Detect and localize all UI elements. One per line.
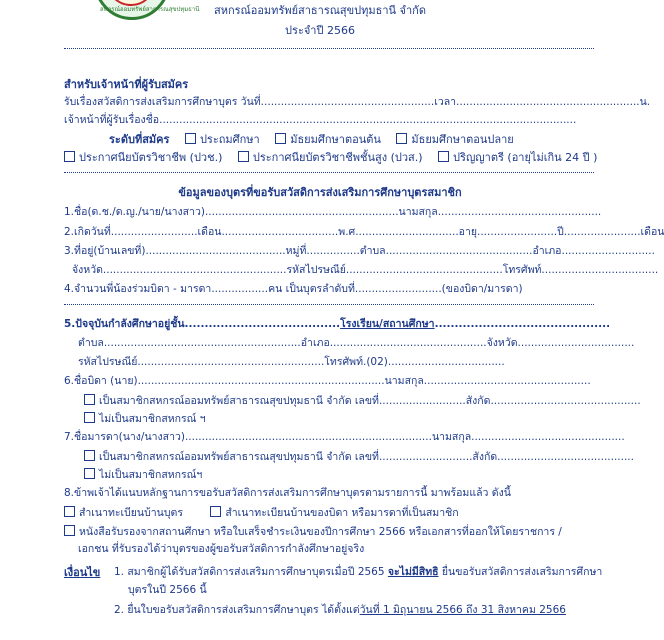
- checkbox[interactable]: [84, 412, 95, 423]
- child-name-field[interactable]: 1.ชื่อ(ด.ช./ด.ญ./นาย/นางสาว)..........................................................นามสกุล.................................................: [64, 206, 602, 218]
- level-option: ประกาศนียบัตรวิชาชีพ (ปวช.): [79, 151, 223, 164]
- documents-row: [64, 506, 459, 520]
- father-member-option[interactable]: [84, 394, 641, 408]
- logo-lettering: สหกรณ์ออมทรัพย์สาธารณสุขปทุมธานี: [100, 6, 200, 13]
- level-label: ระดับที่สมัคร: [109, 133, 170, 146]
- checkbox[interactable]: [210, 506, 221, 517]
- condition-2-dates: วันที่ 1 มิถุนายน 2566 ถึง 31 สิงหาคม 2566: [359, 604, 566, 616]
- school-name-dots: ............................................: [434, 318, 611, 330]
- level-checkbox[interactable]: [238, 151, 249, 162]
- section-divider: [64, 172, 594, 173]
- level-checkbox[interactable]: [64, 151, 75, 162]
- father-nonmember-label: ไม่เป็นสมาชิกสหกรณ์ ฯ: [99, 413, 206, 425]
- section-divider: [64, 304, 594, 305]
- level-option: มัธยมศึกษาตอนต้น: [290, 133, 381, 146]
- school-contact-field[interactable]: รหัสไปรษณีย์........................................................โทรศัพท์.(02)...................................: [78, 356, 505, 368]
- school-address-field[interactable]: ตำบล...........................................................อำเภอ...............................................จังหวัด...................................: [78, 337, 635, 349]
- siblings-field[interactable]: 4.จำนวนพี่น้องร่วมบิดา - มารดา.................คน เป็นบุตรลำดับที่..........................(ของบิดา/มารดา): [64, 283, 523, 295]
- father-name-field[interactable]: 6.ชื่อบิดา (นาย)..........................................................................นามสกุล..................................................: [64, 375, 591, 387]
- condition-1: [114, 566, 602, 579]
- level-option: มัธยมศึกษาตอนปลาย: [411, 133, 514, 146]
- doc-parent-house-reg: สำเนาทะเบียนบ้านของบิดา หรือมารดาที่เป็นสมาชิก: [225, 507, 459, 519]
- level-option: ปริญญาตรี (อายุไม่เกิน 24 ปี ): [453, 151, 598, 164]
- father-nonmember-option[interactable]: [84, 412, 206, 426]
- documents-heading: 8.ข้าพเจ้าได้แนบหลักฐานการขอรับสวัสดิการส่งเสริมการศึกษาบุตรตามรายการนี้ มาพร้อมแล้ว ดังนี้: [64, 487, 511, 499]
- condition-2-text: 2. ยื่นใบขอรับสวัสดิการส่งเสริมการศึกษาบุตร ได้ตั้งแต่: [114, 604, 360, 616]
- checkbox[interactable]: [84, 450, 95, 461]
- level-option: ประกาศนียบัตรวิชาชีพชั้นสูง (ปวส.): [252, 151, 423, 164]
- conditions-label: เงื่อนไข: [64, 566, 101, 579]
- condition-1-emphasis: จะไม่มีสิทธิ: [387, 566, 439, 578]
- level-option: ประถมศึกษา: [199, 133, 260, 146]
- level-row: [64, 133, 594, 146]
- form-year: ประจำปี 2566: [285, 24, 355, 37]
- header-divider: [64, 48, 594, 49]
- receive-date-line: รับเรื่องสวัสดิการส่งเสริมการศึกษาบุตร วันที่....................................................เวลา.......................................................น.: [64, 96, 651, 108]
- child-heading: ข้อมูลของบุตรที่ขอรับสวัสดิการส่งเสริมการศึกษาบุตรสมาชิก: [178, 186, 462, 199]
- condition-1-text: 1. สมาชิกผู้ได้รับสวัสดิการส่งเสริมการศึกษาบุตรเมื่อปี 2565: [114, 566, 385, 578]
- father-member-label: เป็นสมาชิกสหกรณ์ออมทรัพย์สาธารณสุขปทุมธานี จำกัด เลขที่..........................สังกัด.............................................: [99, 395, 641, 407]
- condition-1-tail: ยื่นขอรับสวัสดิการส่งเสริมการศึกษา: [438, 566, 603, 578]
- mother-member-label: เป็นสมาชิกสหกรณ์ออมทรัพย์สาธารณสุขปทุมธานี จำกัด เลขที่............................สังกัด.........................................: [99, 451, 634, 463]
- doc-child-house-reg: สำเนาทะเบียนบ้านบุตร: [79, 507, 183, 519]
- condition-1-cont: บุตรในปี 2566 นี้: [128, 584, 207, 596]
- level-checkbox[interactable]: [396, 133, 407, 144]
- level-checkbox[interactable]: [438, 151, 449, 162]
- checkbox[interactable]: [84, 394, 95, 405]
- level-row-2: [64, 151, 597, 164]
- doc-school-cert-option[interactable]: [64, 525, 562, 539]
- level-checkbox[interactable]: [275, 133, 286, 144]
- school-name-label: โรงเรียน/สถานศึกษา: [340, 318, 435, 330]
- staff-heading: สำหรับเจ้าหน้าที่ผู้รับสมัคร: [64, 78, 189, 91]
- mother-nonmember-option[interactable]: [84, 468, 202, 482]
- doc-school-cert-cont: เอกชน ที่รับรองได้ว่าบุตรของผู้ขอรับสวัสดิการกำลังศึกษาอยู่จริง: [78, 543, 365, 555]
- school-level-field[interactable]: [64, 318, 610, 331]
- org-name: สหกรณ์ออมทรัพย์สาธารณสุขปทุมธานี จำกัด: [213, 4, 426, 17]
- mother-nonmember-label: ไม่เป็นสมาชิกสหกรณ์ฯ: [99, 469, 203, 481]
- birth-date-field[interactable]: 2.เกิดวันที่..........................เดือน...................................พ.ศ...............................อายุ........................ปี.......................เดือน: [64, 226, 664, 238]
- checkbox[interactable]: [64, 525, 75, 536]
- mother-name-field[interactable]: 7.ชื่อมารดา(นาง/นางสาว)..........................................................................นามสกุล..............................................: [64, 431, 625, 443]
- checkbox[interactable]: [84, 468, 95, 479]
- level-checkbox[interactable]: [185, 133, 196, 144]
- province-field[interactable]: จังหวัด.......................................................รหัสไปรษณีย์...............................................โทรศัพท์...................................: [72, 264, 659, 276]
- staff-name-line: เจ้าหน้าที่ผู้รับเรื่องชื่อ.............................................................................................................................: [64, 114, 577, 126]
- mother-member-option[interactable]: [84, 450, 634, 464]
- school-level-label: 5.ปัจจุบันกำลังศึกษาอยู่ชั้น.......................................: [64, 318, 341, 330]
- address-field[interactable]: 3.ที่อยู่(บ้านเลขที่)..........................................หมู่ที่................ตำบล............................................อำเภอ............................: [64, 245, 655, 257]
- checkbox[interactable]: [64, 506, 75, 517]
- condition-2: [114, 604, 566, 617]
- doc-school-cert-label: หนังสือรับรองจากสถานศึกษา หรือใบเสร็จชำระเงินของปีการศึกษา 2566 หรือเอกสารที่ออกให้โดยราชการ /: [79, 526, 562, 538]
